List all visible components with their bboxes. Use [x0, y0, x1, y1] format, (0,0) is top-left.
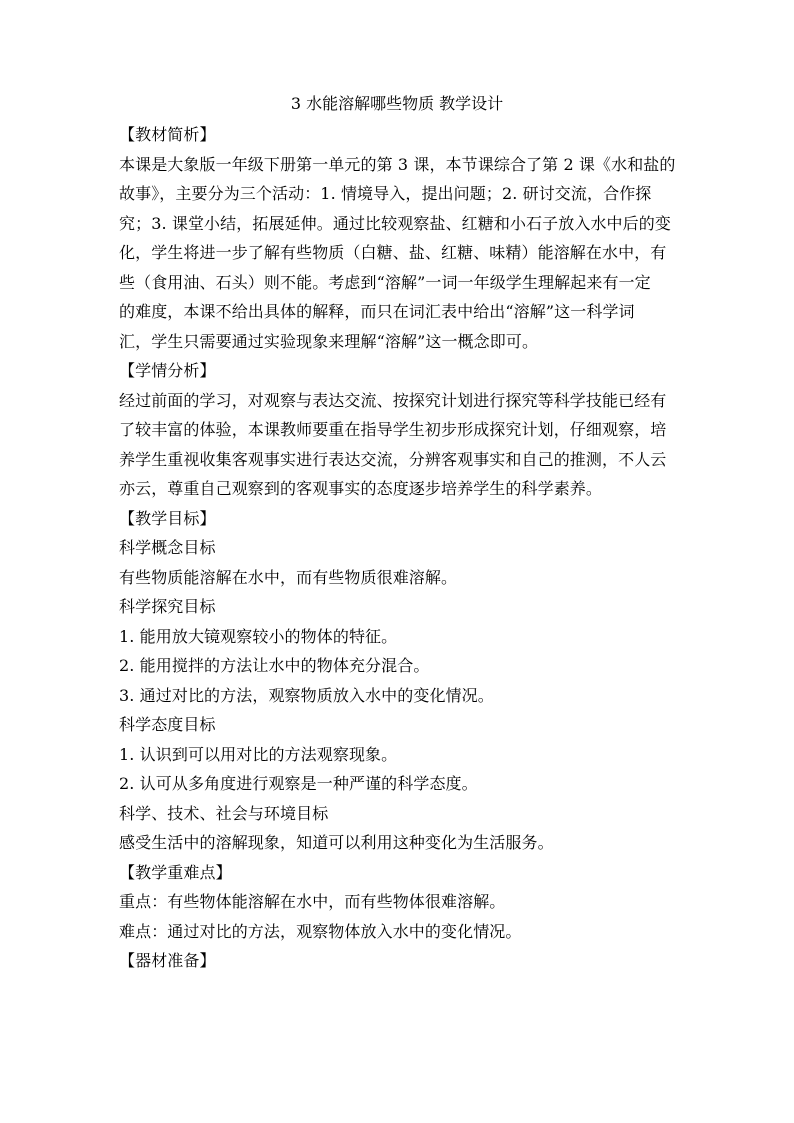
paragraph-line: 的难度，本课不给出具体的解释，而只在词汇表中给出“溶解”这一科学词	[119, 302, 635, 321]
paragraph-line: 些（食用油、石头）则不能。考虑到“溶解”一词一年级学生理解起来有一定	[119, 272, 651, 292]
paragraph-line: 本课是大象版一年级下册第一单元的第 3 课，本节课综合了第 2 课《水和盐的	[119, 154, 676, 174]
paragraph-line: 故事》，主要分为三个活动：1. 情境导入，提出问题；2. 研讨交流，合作探	[119, 184, 652, 203]
subheading-science-inquiry-goal: 科学探究目标	[119, 597, 216, 616]
list-item: 2. 认可从多角度进行观察是一种严谨的科学态度。	[119, 774, 478, 793]
subheading-stse-goal: 科学、技术、社会与环境目标	[119, 803, 329, 823]
paragraph-line: 汇，学生只需要通过实验现象来理解“溶解”这一概念即可。	[119, 331, 539, 351]
subheading-science-attitude-goal: 科学态度目标	[119, 715, 216, 734]
paragraph-line: 化，学生将进一步了解有些物质（白糖、盐、红糖、味精）能溶解在水中，有	[119, 243, 667, 262]
list-item: 1. 认识到可以用对比的方法观察现象。	[119, 744, 398, 764]
document-body	[119, 120, 679, 976]
paragraph-line: 有些物质能溶解在水中，而有些物质很难溶解。	[119, 567, 458, 587]
paragraph-line: 难点：通过对比的方法，观察物体放入水中的变化情况。	[119, 921, 522, 941]
section-heading-materials: 【器材准备】	[119, 951, 216, 970]
section-heading-textbook-analysis: 【教材简析】	[119, 125, 216, 144]
list-item: 2. 能用搅拌的方法让水中的物体充分混合。	[119, 656, 430, 675]
paragraph-line: 究；3. 课堂小结，拓展延伸。通过比较观察盐、红糖和小石子放入水中后的变	[119, 213, 671, 233]
section-heading-student-analysis: 【学情分析】	[119, 361, 216, 380]
document-title: 3 水能溶解哪些物质 教学设计	[290, 94, 504, 113]
paragraph-line: 养学生重视收集客观事实进行表达交流，分辨客观事实和自己的推测，不人云	[119, 449, 667, 469]
paragraph-line: 感受生活中的溶解现象，知道可以利用这种变化为生活服务。	[119, 833, 554, 852]
subheading-science-concept-goal: 科学概念目标	[119, 538, 216, 557]
paragraph-line: 亦云，尊重自己观察到的客观事实的态度逐步培养学生的科学素养。	[119, 479, 603, 498]
list-item: 1. 能用放大镜观察较小的物体的特征。	[119, 626, 398, 646]
paragraph-line: 重点：有些物体能溶解在水中，而有些物体很难溶解。	[119, 892, 506, 911]
section-heading-key-difficult-points: 【教学重难点】	[119, 862, 232, 882]
section-heading-teaching-goals: 【教学目标】	[119, 508, 216, 528]
paragraph-line: 经过前面的学习，对观察与表达交流、按探究计划进行探究等科学技能已经有	[119, 390, 667, 410]
list-item: 3. 通过对比的方法，观察物质放入水中的变化情况。	[119, 685, 494, 705]
paragraph-line: 了较丰富的体验，本课教师要重在指导学生初步形成探究计划，仔细观察，培	[119, 420, 667, 439]
